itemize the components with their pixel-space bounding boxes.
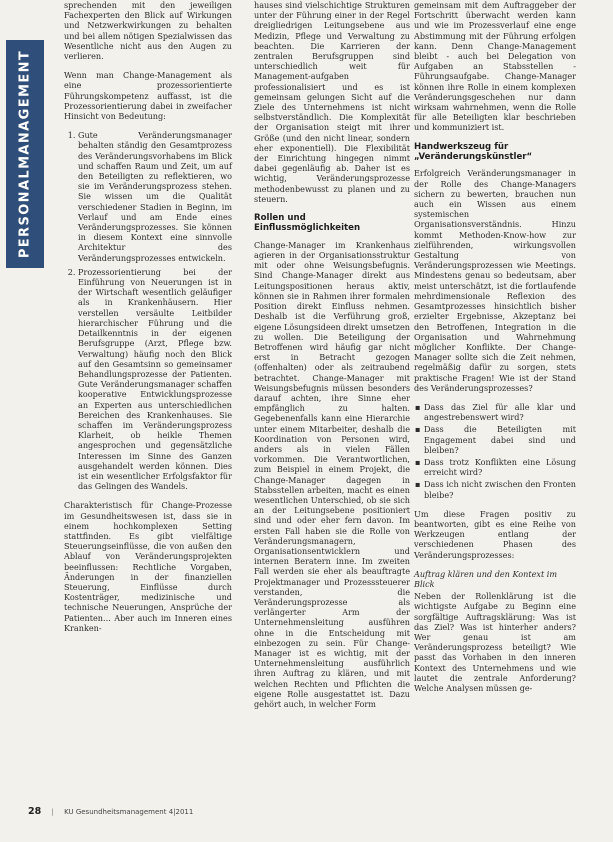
bullet-list (414, 402, 576, 500)
list-item: 1. Gute Veränderungsmanager behalten ständig den Gesamtprozess des Veränderungsvorhabens im Blick und schaffen Raum und Zeit, um auf den Beteiligten zu reflektieren, wo sie im Veränderungsprozess stehen. Sie wissen um die Qualität verschiedener Stadien in Beginn, im Verlauf und am Ende eines Veränderungsprozesses. Sie können in diesem Kontext eine sinnvolle Architektur des Veränderungsprozesses entwickeln. (78, 130, 232, 263)
section-heading: Rollen und Einflussmöglichkeiten (254, 213, 361, 234)
paragraph: Neben der Rollenklärung ist die wichtigste Aufgabe zu Beginn eine sorgfältige Auftragsklärung: Was ist das Ziel? Was ist hinterher anders? Wer genau ist am Veränderungsprozess beteiligt? Wie passt das Vorhaben in den inneren Kontext des Unternehmens und wie lautet die zentrale Anforderung? Welche Analysen müssen ge- (414, 591, 576, 693)
numbered-list (64, 130, 232, 491)
section-label: PERSONALMANAGEMENT (17, 49, 33, 259)
paragraph: hauses sind vielschichtige Strukturen unter der Führung einer in der Regel dreigliedrigen Leitungsebene aus Medizin, Pflege und Verwaltung zu beachten. Die Karrieren der zentralen Berufsgruppen sind unterschiedlich weit für Management-aufgaben professionalisiert und es ist gemeinsam gelungen Sicht auf die Ziele des Unternehmens ist nicht selbstverständlich. Die Komplexität der Organisation steigt mit ihrer Größe (und den nicht linear, sondern eher exponentiell). Die Flexibilität der Einrichtung hingegen nimmt dabei gegenläufig ab. Daher ist es wichtig, Veränderungsprozesse methodenbewusst zu planen und zu steuern. (254, 0, 410, 204)
paragraph: Charakteristisch für Change-Prozesse im Gesundheitswesen ist, dass sie in einem hochkomplexen Setting stattfinden. Es gibt vielfältige Steuerungseinflüsse, die von außen den Ablauf von Veränderungsprojekten beeinflussen: Rechtliche Vorgaben, Änderungen in der finanziellen Steuerung, Einflüsse durch Kostenträger, medizinische und technische Neuerungen, Ansprüche der Patienten... Aber auch im Inneren eines Kranken- (64, 500, 232, 633)
paragraph: Um diese Fragen positiv zu beantworten, gibt es eine Reihe von Werkzeugen entlang der verschiedenen Phasen des Veränderungsprozesses: (414, 508, 576, 560)
footer-source: KU Gesundheitsmanagement 4|2011 (64, 808, 194, 816)
page-footer (28, 806, 193, 817)
section-tab (6, 40, 44, 268)
paragraph: gemeinsam mit dem Auftraggeber der Fortschritt überwacht werden kann und wie im Prozessverlauf eine enge Abstimmung mit der Führung erfolgen kann. Denn Change-Management bleibt - auch bei Delegation von Aufgaben an Stabsstellen - Führungsaufgabe. Change-Manager können ihre Rolle in einem komplexen Veränderungsgeschehen nur dann wirksam wahrnehmen, wenn die Rolle für alle Beteiligten klar beschrieben und kommuniziert ist. (414, 0, 576, 133)
footer-separator: | (51, 808, 54, 816)
section-heading: Handwerkszeug für „Veränderungskünstler“ (414, 141, 533, 163)
text-column-2 (254, 0, 410, 718)
text-column-1 (64, 0, 232, 642)
paragraph: Change-Manager im Krankenhaus agieren in der Organisationsstruktur mit oder ohne Weisungsbefugnis. Sind Change-Manager direkt aus Leitungspositionen heraus aktiv, können sie in Rahmen ihrer formalen Position direkt Einfluss nehmen. Deshalb ist die Verführung groß, eigene Lösungsideen direkt umsetzen zu wollen. Die Beteiligung der Betroffenen wird häufig gar nicht erst in Betracht gezogen (offenhalten) oder als zeitraubend betrachtet. Change-Manager mit Weisungsbefugnis müssen besonders darauf achten, ihre Sinne eher empfänglich zu halten. Gegebenenfalls kann eine Hierarchie unter einem Mitarbeiter, deshalb die Koordination von Personen wird, anders als in vielen Fällen vorkommen. Die Verantwortlichen, zum Beispiel in einem Projekt, die Change-Manager dagegen in Stabsstellen arbeiten, macht es einen wesentlichen Unterschied, ob sie sich an der Leitungsebene positioniert sind und oder eher fern davon. Im ersten Fall haben sie die Rolle von Veränderungsmanagern, Organisationsentwicklern und internen Beratern inne. Im zweiten Fall werden sie eher als beauftragte Projektmanager und Prozesssteuerer verstanden, die Veränderungsprozesse als verlängerter Arm der Unternehmensleitung ausführen ohne in die Entscheidung mit einbezogen zu sein. Für Change-Manager ist es wichtig, mit der Unternehmensleitung ausführlich ihren Auftrag zu klären, und mit welchen Rechten und Pflichten die eigene Rolle ausgestattet ist. Dazu gehört auch, in welcher Form (254, 239, 410, 710)
list-item: 2. Prozessorientierung bei der Einführung von Neuerungen ist in der Wirtschaft wesentlich geläufiger als in Krankenhäusern. Hier verstellen versäulte Leitbilder hierarchischer Führung und die Detailkenntnis in der eigenen Berufsgruppe (Arzt, Pflege bzw. Verwaltung) häufig noch den Blick auf den Gesamtsinn so gemeinsamer Behandlungsprozesse der Patienten. Gute Veränderungsmanager schaffen kooperative Entwicklungsprozesse an Experten aus unterschiedlichen Bereichen des Krankenhauses. Sie schaffen im Veränderungsprozess Klarheit, ob heikle Themen angesprochen und gegensätzliche Interessen im Sinne des Ganzen ausgehandelt werden können. Dies ist ein wesentlicher Erfolgsfaktor für das Gelingen des Wandels. (78, 267, 232, 491)
paragraph: Wenn man Change-Management als eine prozessorientierte Führungskompetenz auffasst, ist die Prozessorientierung dabei in zweifacher Hinsicht von Bedeutung: (64, 70, 232, 122)
bullet-item: ▪ Dass ich nicht zwischen den Fronten bleibe? (424, 479, 576, 499)
bullet-item: ▪ Dass die Beteiligten mit Engagement dabei sind und bleiben? (424, 424, 576, 455)
bullet-item: ▪ Dass das Ziel für alle klar und angestrebenswert wird? (424, 402, 576, 422)
paragraph: sprechenden mit den jeweiligen Fachexperten den Blick auf Wirkungen und Netzwerkwirkungen zu behalten und bei allem nötigen Spezialwissen das Wesentliche nicht aus den Augen zu verlieren. (64, 0, 232, 62)
page-number: 28 (28, 806, 42, 817)
bullet-item: ▪ Dass trotz Konflikten eine Lösung erreicht wird? (424, 457, 576, 477)
subheading: Auftrag klären und den Kontext im Blick (414, 568, 558, 589)
paragraph: Erfolgreich Veränderungsmanager in der Rolle des Change-Managers sichern zu bewerten, brauchen nun auch ein Wissen aus einem systemischen Organisationsverständnis. Hinzu kommt Methoden-Know-how zur zielführenden, wirkungsvollen Gestaltung von Veränderungsprozessen wie Meetings. Mindestens genau so bedeutsam, aber meist unterschätzt, ist die fortlaufende mehrdimensionale Reflexion des Gesamtprozesses hinsichtlich bisher erzielter Ergebnisse, Akzeptanz bei den Betroffenen, Integration in die Organisation und Wahrnehmung möglicher Konflikte. Der Change-Manager sollte sich die Zeit nehmen, regelmäßig dafür zu sorgen, stets praktische Fragen! Wie ist der Stand des Veränderungsprozesses? (414, 168, 576, 393)
text-column-3 (414, 0, 576, 702)
